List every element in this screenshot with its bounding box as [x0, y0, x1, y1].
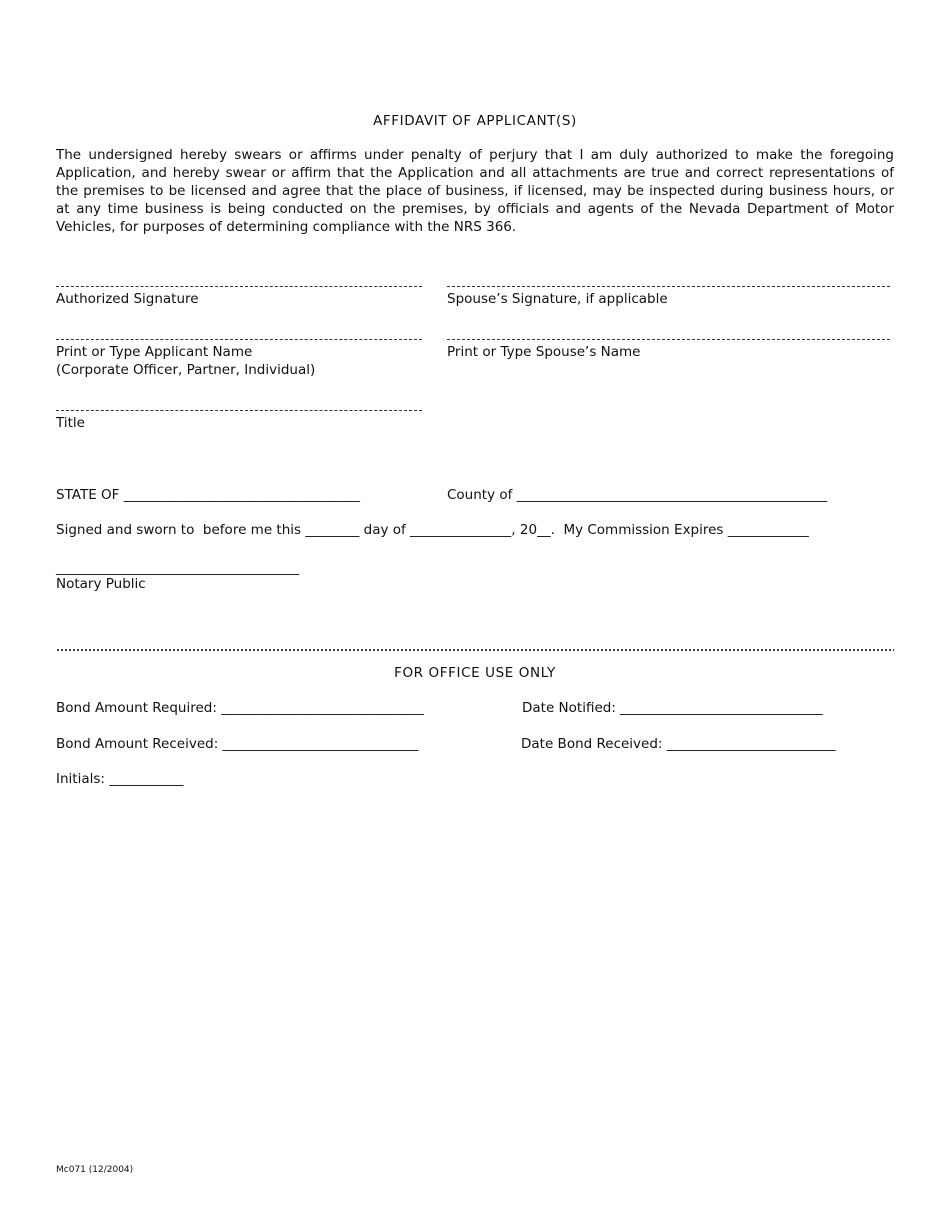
bond-amount-required-field[interactable]: Bond Amount Required: ______________________________	[56, 700, 424, 716]
bond-amount-received-field[interactable]: Bond Amount Received: _____________________________	[56, 736, 419, 752]
notary-signature-line[interactable]: ____________________________________	[56, 560, 299, 576]
applicant-name-label: Print or Type Applicant Name	[56, 344, 253, 360]
spouse-name-line[interactable]	[447, 339, 890, 340]
applicant-name-note: (Corporate Officer, Partner, Individual)	[56, 362, 316, 378]
date-notified-field[interactable]: Date Notified: ______________________________	[522, 700, 823, 716]
applicant-name-line[interactable]	[56, 339, 422, 340]
form-code: Mc071 (12/2004)	[56, 1165, 134, 1175]
page-title: AFFIDAVIT OF APPLICANT(S)	[373, 113, 577, 129]
spouse-signature-line[interactable]	[447, 286, 890, 287]
title-label: Title	[56, 415, 85, 431]
notary-public-label: Notary Public	[56, 576, 146, 592]
authorized-signature-label: Authorized Signature	[56, 291, 199, 307]
office-use-header: FOR OFFICE USE ONLY	[394, 665, 556, 681]
signed-sworn-field[interactable]: Signed and sworn to before me this ________ day of _______________, 20__. My Commission Expires ____________	[56, 522, 809, 538]
asterisk-separator	[56, 647, 894, 653]
title-line[interactable]	[56, 410, 422, 411]
date-bond-received-field[interactable]: Date Bond Received: _________________________	[521, 736, 836, 752]
spouse-signature-label: Spouse’s Signature, if applicable	[447, 291, 668, 307]
spouse-name-label: Print or Type Spouse’s Name	[447, 344, 641, 360]
authorized-signature-line[interactable]	[56, 286, 422, 287]
initials-field[interactable]: Initials: ___________	[56, 771, 184, 787]
county-of-field[interactable]: County of ______________________________________________	[447, 487, 828, 503]
state-of-field[interactable]: STATE OF ___________________________________	[56, 487, 360, 503]
affidavit-paragraph: The undersigned hereby swears or affirms under penalty of perjury that I am duly authorized to make the foregoing Application, and hereby swear or affirm that the Application and all attachments are true and correct representations of the premises to be licensed and agree that the place of business, if licensed, may be inspected during business hours, or at any time business is being conducted on the premises, by officials and agents of the Nevada Department of Motor Vehicles, for purposes of determining compliance with the NRS 366.	[56, 147, 894, 235]
